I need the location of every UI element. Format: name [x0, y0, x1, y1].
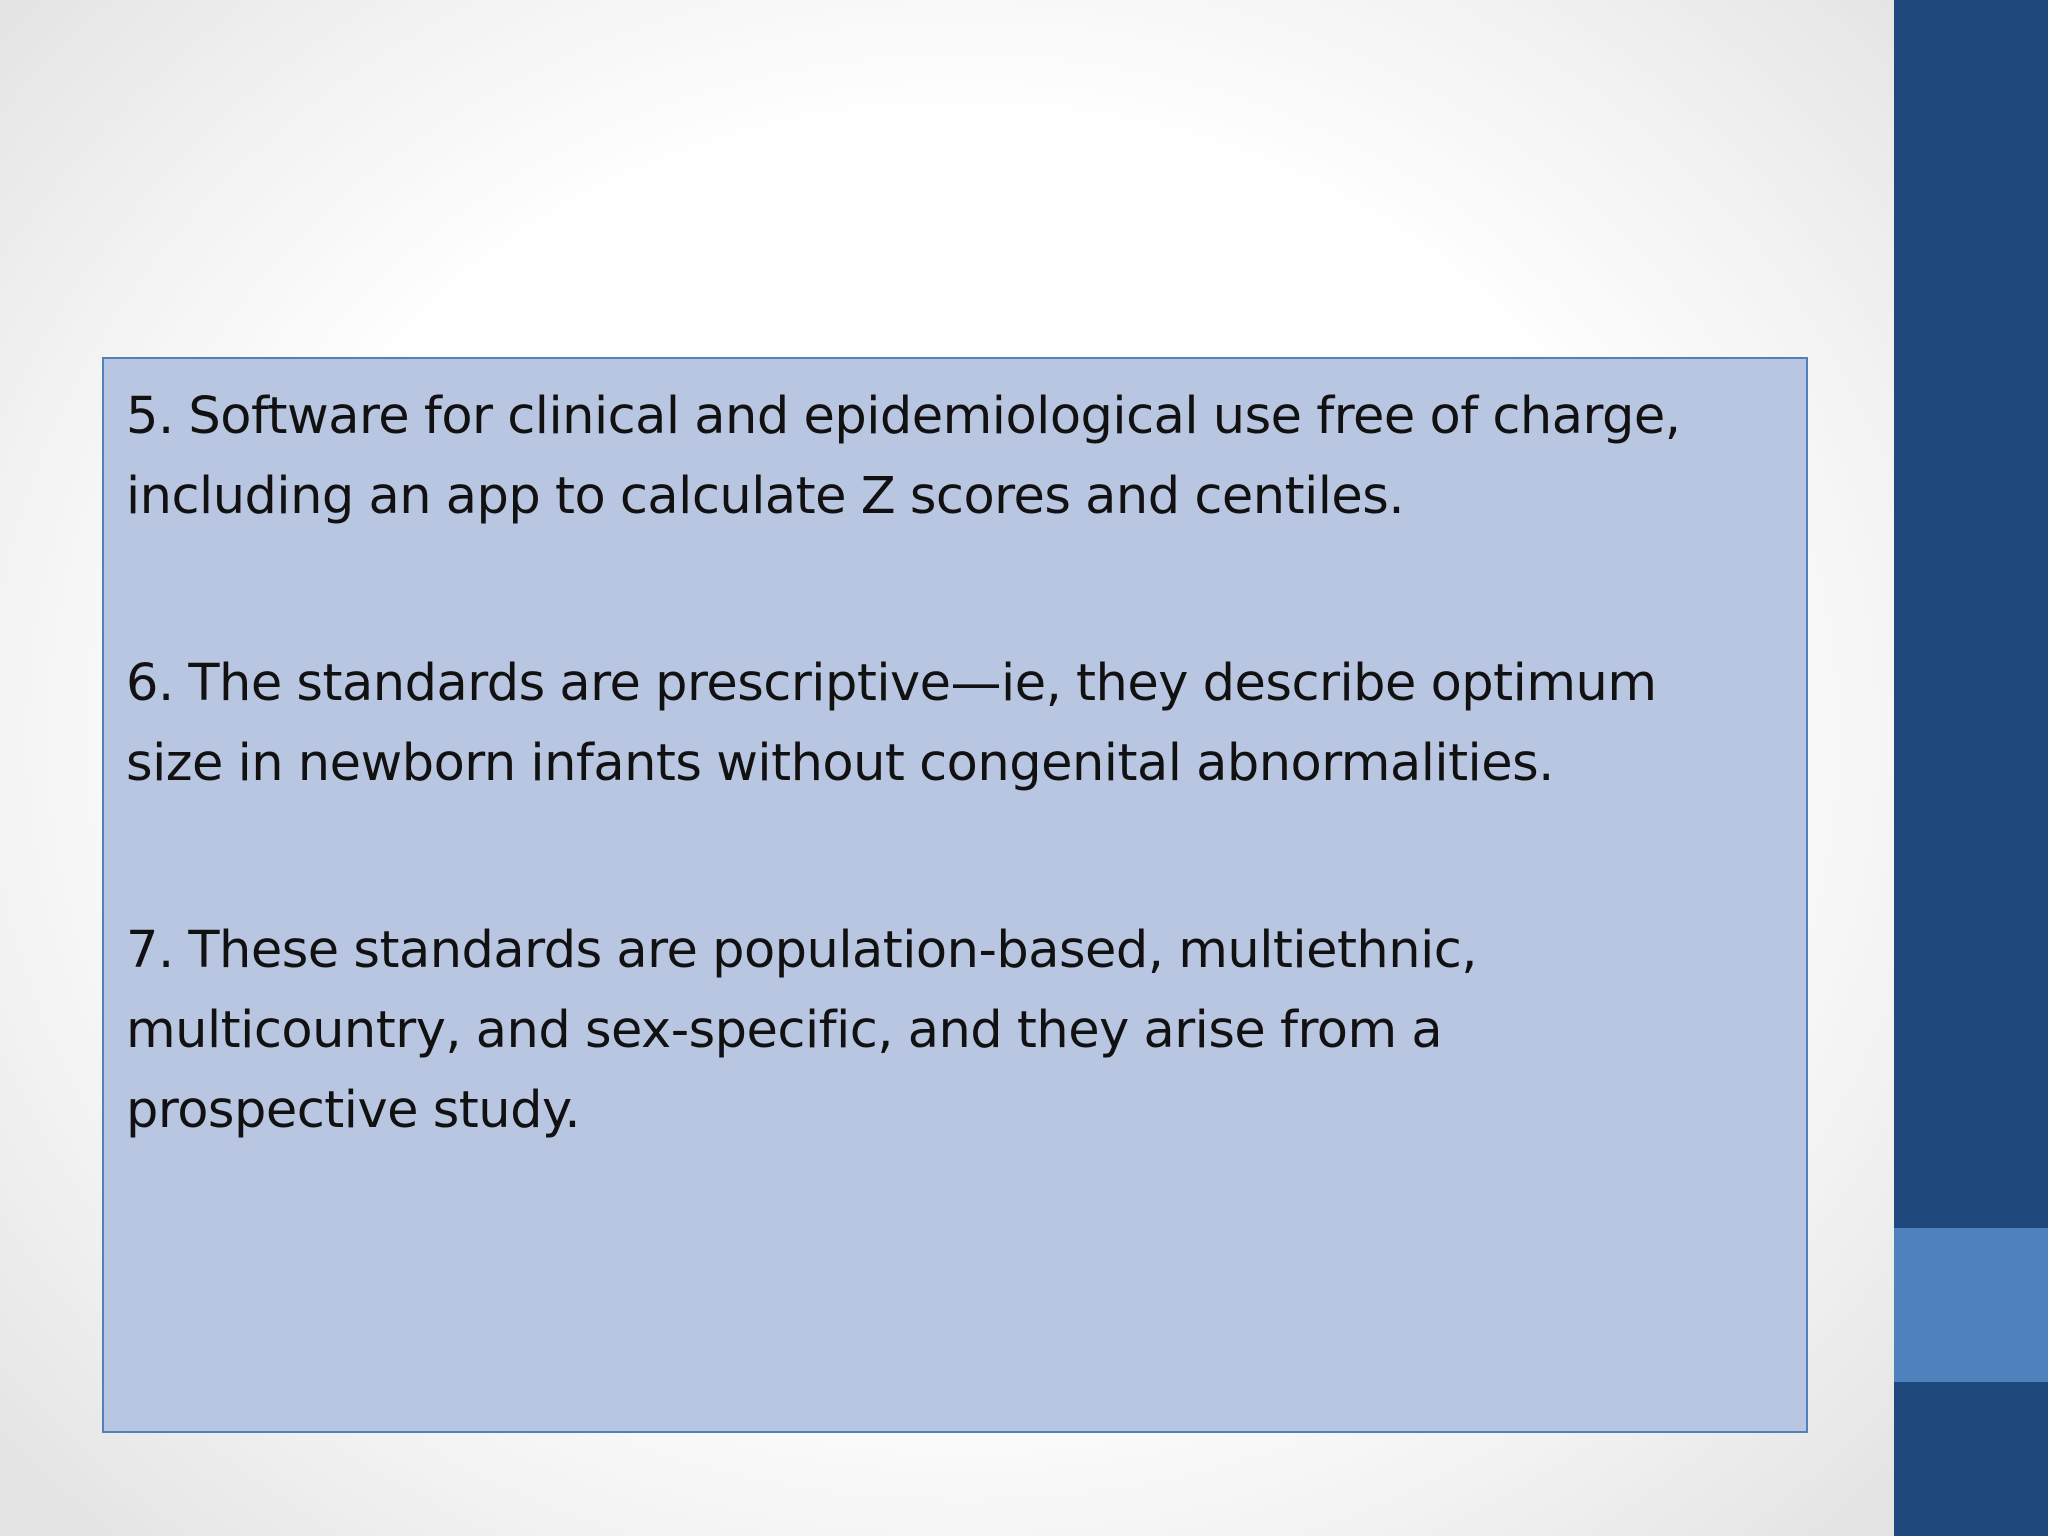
- sidebar-accent-block: [1894, 1228, 2048, 1382]
- point-6: 6. The standards are prescriptive—ie, they describe optimum size in newborn infants without congenital abnormalities.: [126, 654, 1657, 793]
- point-7: 7. These standards are population-based, multiethnic, multicountry, and sex-specific, and they arise from a prospective study.: [126, 921, 1478, 1140]
- content-text-box: [102, 357, 1808, 1433]
- point-5: 5. Software for clinical and epidemiological use free of charge, including an app to calculate Z scores and centiles.: [126, 387, 1681, 526]
